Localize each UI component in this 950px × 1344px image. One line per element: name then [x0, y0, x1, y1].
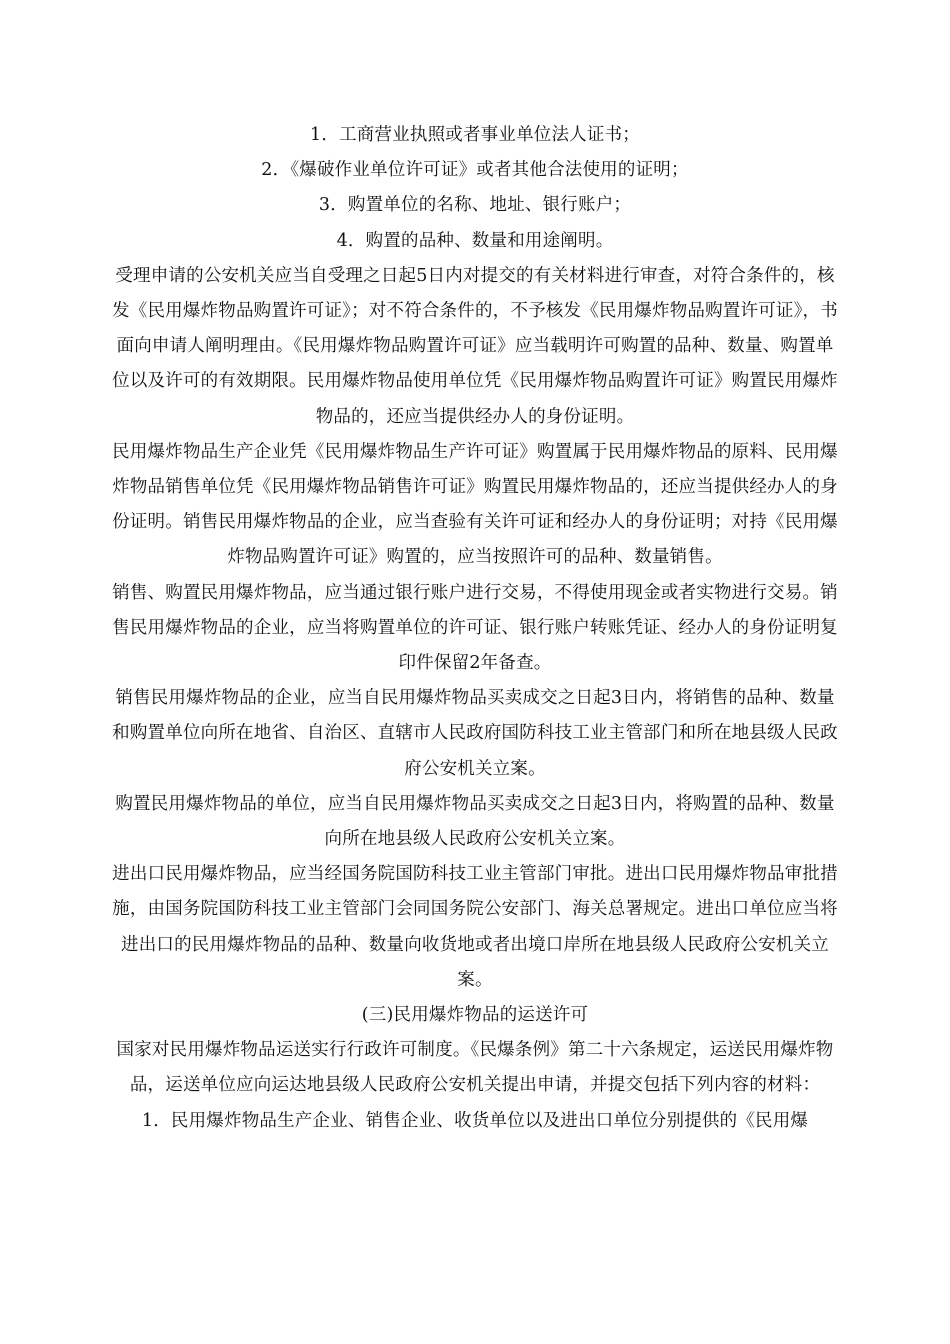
- paragraph-buyer-filing: 购置民用爆炸物品的单位，应当自民用爆炸物品买卖成交之日起3日内，将购置的品种、数量向所在地县级人民政府公安机关立案。: [115, 793, 835, 850]
- document-page: [110, 118, 840, 1139]
- paragraph-bank-transaction: 销售、购置民用爆炸物品，应当通过银行账户进行交易，不得使用现金或者实物进行交易。销售民用爆炸物品的企业，应当将购置单位的许可证、银行账户转账凭证、经办人的身份证明复印件保留2年备查。: [112, 582, 838, 674]
- section-heading-transport-permit: (三)民用爆炸物品的运送许可: [361, 1005, 589, 1026]
- list-item-purchase-purpose: 4．购置的品种、数量和用途阐明。: [336, 230, 614, 251]
- list-item-transport-documents: 1．民用爆炸物品生产企业、销售企业、收货单位以及进出口单位分别提供的《民用爆: [141, 1110, 809, 1131]
- paragraph-import-export: 进出口民用爆炸物品，应当经国务院国防科技工业主管部门审批。进出口民用爆炸物品审批措施，由国务院国防科技工业主管部门会同国务院公安部门、海关总署规定。进出口单位应当将进出口的民用爆炸物品的品种、数量向收货地或者出境口岸所在地县级人民政府公安机关立案。: [112, 864, 838, 990]
- list-item-business-license: 1．工商营业执照或者事业单位法人证书；: [310, 125, 640, 145]
- list-item-purchaser-info: 3．购置单位的名称、地址、银行账户；: [318, 195, 632, 216]
- paragraph-transport-regulation: 国家对民用爆炸物品运送实行行政许可制度。《民爆条例》第二十六条规定，运送民用爆炸物品，运送单位应向运达地县级人民政府公安机关提出申请，并提交包括下列内容的材料：: [116, 1040, 834, 1096]
- paragraph-review-procedure: 受理申请的公安机关应当自受理之日起5日内对提交的有关材料进行审查，对符合条件的，核发《民用爆炸物品购置许可证》；对不符合条件的，不予核发《民用爆炸物品购置许可证》，书面向申请人阐明理由。《民用爆炸物品购置许可证》应当载明许可购置的品种、数量、购置单位以及许可的有效期限。民用爆炸物品使用单位凭《民用爆炸物品购置许可证》购置民用爆炸物品的，还应当提供经办人的身份证明。: [112, 265, 838, 427]
- paragraph-producer-purchase: 民用爆炸物品生产企业凭《民用爆炸物品生产许可证》购置属于民用爆炸物品的原料、民用爆炸物品销售单位凭《民用爆炸物品销售许可证》购置民用爆炸物品的，还应当提供经办人的身份证明。销售民用爆炸物品的企业，应当查验有关许可证和经办人的身份证明；对持《民用爆炸物品购置许可证》购置的，应当按照许可的品种、数量销售。: [112, 441, 838, 568]
- paragraph-seller-filing: 销售民用爆炸物品的企业，应当自民用爆炸物品买卖成交之日起3日内，将销售的品种、数量和购置单位向所在地省、自治区、直辖市人民政府国防科技工业主管部门和所在地县级人民政府公安机关立案。: [112, 688, 838, 779]
- list-item-blasting-permit: 2．《爆破作业单位许可证》或者其他合法使用的证明；: [261, 160, 689, 181]
